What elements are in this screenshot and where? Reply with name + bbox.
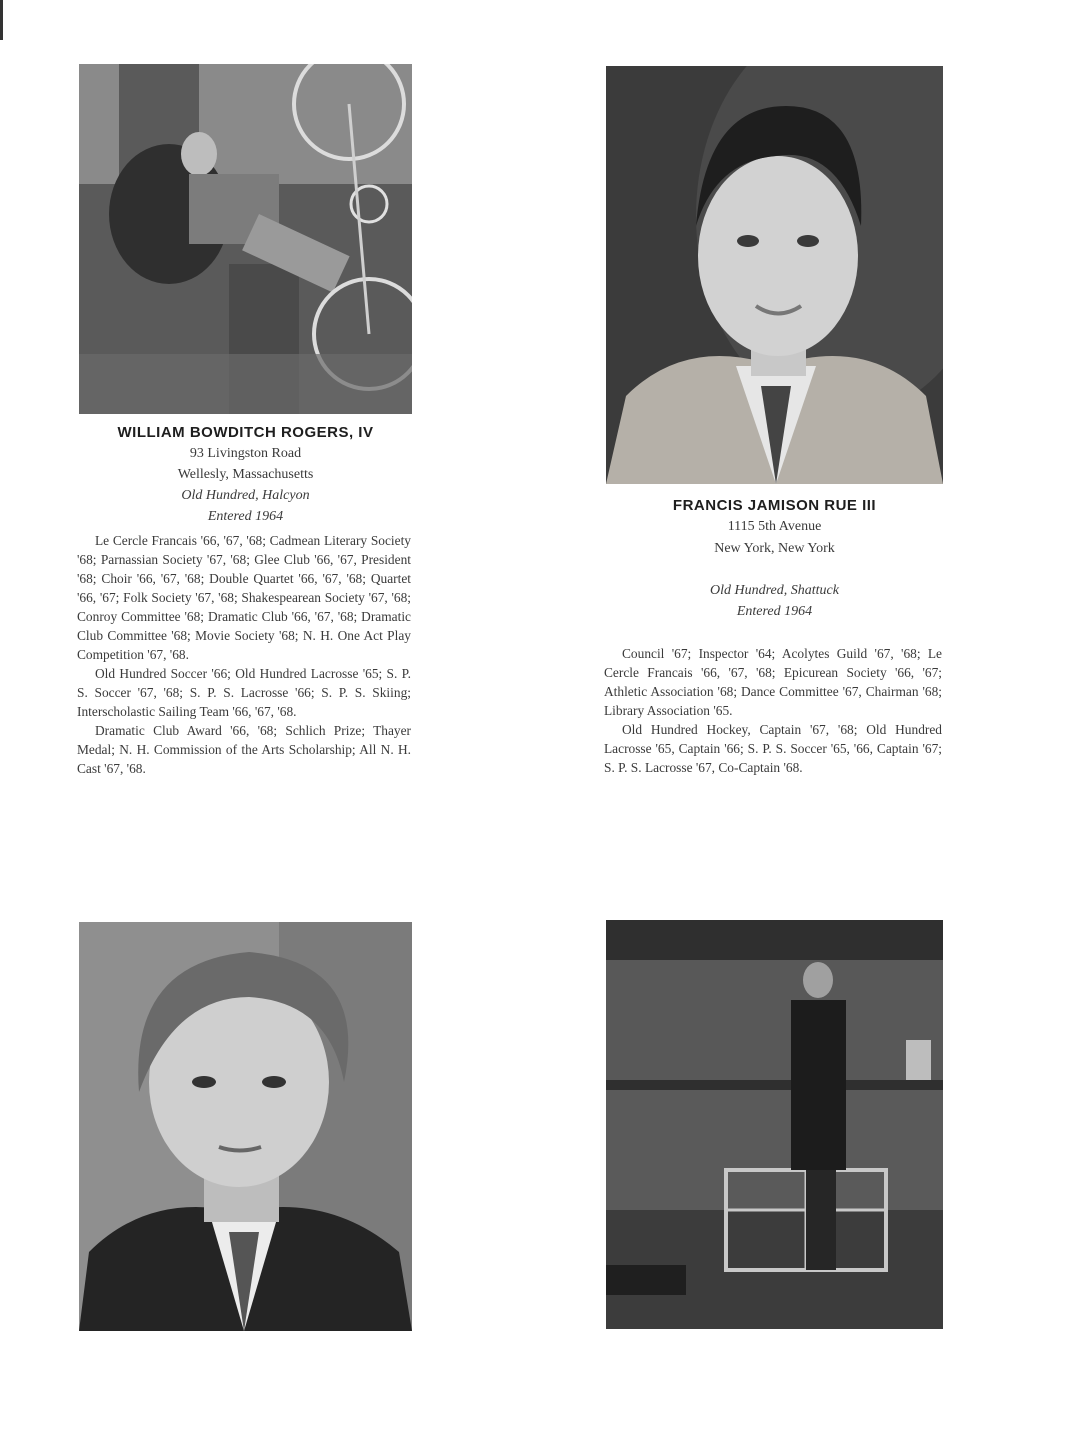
- student-bio: [604, 644, 942, 777]
- bio-athletics: Old Hundred Soccer '66; Old Hundred Lacrosse '65; S. P. S. Soccer '67, '68; S. P. S. Lacrosse '66; S. P. S. Skiing; Interscholastic Sailing Team '66, '67, '68.: [77, 666, 411, 719]
- entered-year: Entered 1964: [736, 604, 813, 619]
- page-edge-mark: [0, 0, 3, 40]
- address-line-1: 93 Livingston Road: [189, 446, 302, 461]
- photo-rogers-portrait: [79, 922, 412, 1331]
- photo-rogers-tree-climbing: [79, 64, 412, 414]
- student-bio: [77, 531, 411, 778]
- houses: Old Hundred, Halcyon: [181, 488, 310, 503]
- entered-year: Entered 1964: [207, 509, 284, 524]
- student-name: WILLIAM BOWDITCH ROGERS, IV: [117, 424, 374, 441]
- photo-rue-stage: [606, 920, 943, 1329]
- student-name: FRANCIS JAMISON RUE III: [672, 497, 877, 514]
- houses: Old Hundred, Shattuck: [710, 583, 839, 598]
- bio-activities: Le Cercle Francais '66, '67, '68; Cadmean Literary Society '68; Parnassian Society '67, '68; Glee Club '66, '67, President '68; Choir '66, '67, '68; Double Quartet '66, '67, '68; Quartet '66, '67; Folk Society '67, '68; Shakespearean Society '67, '68; Conroy Committee '68; Dramatic Club '66, '67, '68; Dramatic Club Committee '68; Movie Society '68; N. H. One Act Play Competition '67, '68.: [77, 533, 411, 662]
- bio-activities: Council '67; Inspector '64; Acolytes Guild '67, '68; Le Cercle Francais '66, '67, '68; Epicurean Society '66, '67; Athletic Association '68; Dance Committee '67, Chairman '68; Library Association '65.: [604, 646, 942, 718]
- bio-awards: Dramatic Club Award '66, '68; Schlich Prize; Thayer Medal; N. H. Commission of the Arts Scholarship; All N. H. Cast '67, '68.: [77, 723, 411, 776]
- address-line-1: 1115 5th Avenue: [727, 519, 822, 534]
- address-line-2: Wellesly, Massachusetts: [177, 467, 314, 482]
- photo-rue-portrait: [606, 66, 943, 484]
- address-line-2: New York, New York: [714, 541, 835, 556]
- bio-athletics: Old Hundred Hockey, Captain '67, '68; Old Hundred Lacrosse '65, Captain '66; S. P. S. Soccer '65, '66, Captain '67; S. P. S. Lacrosse '67, Co-Captain '68.: [604, 722, 942, 775]
